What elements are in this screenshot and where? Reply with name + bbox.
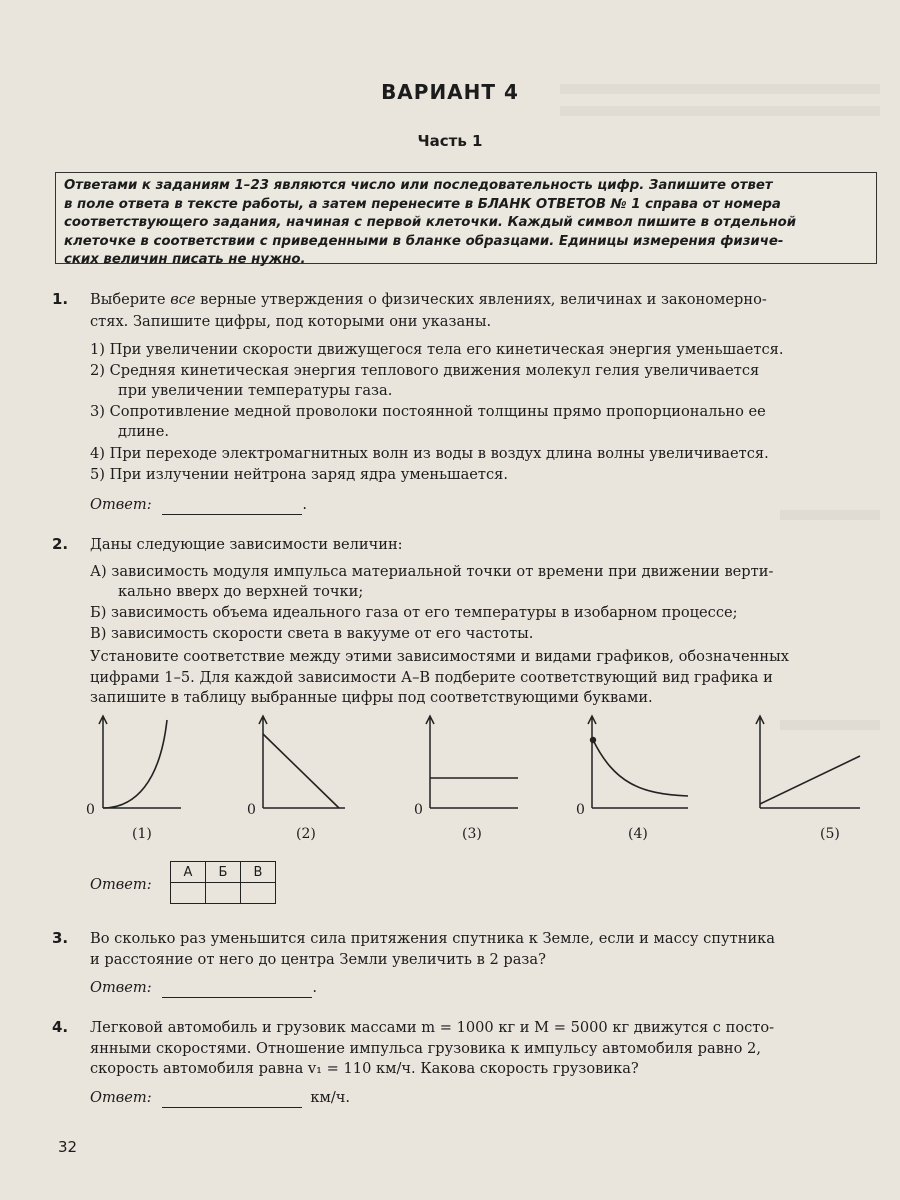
q2-answer-label — [90, 875, 152, 895]
graph-origin: 0 — [86, 802, 95, 818]
graph-origin: 0 — [576, 802, 585, 818]
q1-item-2-cont: при увеличении температуры газа. — [118, 382, 393, 399]
instructions-line: Ответами к заданиям 1–23 являются число или последовательность цифр. Запишите ответ — [64, 178, 773, 193]
question-text: Во сколько раз уменьшится сила притяжения спутника к Земле, если и массу спутника — [90, 930, 775, 947]
answer-unit: км/ч. — [310, 1089, 351, 1106]
q2-task: запишите в таблицу выбранные цифры под соответствующими буквами. — [90, 689, 653, 706]
axis — [259, 716, 267, 808]
question-number: 3. — [52, 929, 69, 947]
graph-label: (5) — [820, 826, 840, 842]
question-number: 1. — [52, 290, 69, 308]
q1-answer — [90, 495, 307, 515]
q1-intro-em: все — [170, 291, 196, 308]
axis — [426, 716, 434, 808]
curve — [263, 734, 339, 808]
instructions-line: соответствующего задания, начиная с первой клеточки. Каждый символ пишите в отдельной — [64, 215, 797, 230]
question-text: Даны следующие зависимости величин: — [90, 536, 403, 553]
curve — [593, 740, 688, 796]
answer-field[interactable] — [162, 1091, 302, 1108]
curve — [760, 756, 860, 804]
answer-table-header: Б — [206, 862, 241, 883]
q1-intro-pre: Выберите — [90, 291, 171, 308]
bleed-through — [560, 106, 880, 116]
answer-table-cell[interactable] — [206, 883, 241, 904]
q1-item-3-cont: длине. — [118, 423, 169, 440]
graph-origin: 0 — [414, 802, 423, 818]
q2-item-b: Б) зависимость объема идеального газа от его температуры в изобарном процессе; — [90, 604, 738, 621]
question-text: скорость автомобиля равна v₁ = 110 км/ч. Какова скорость грузовика? — [90, 1060, 639, 1077]
q1-item-2: 2) Средняя кинетическая энергия теплового движения молекул гелия увеличивается — [90, 362, 760, 379]
q2-item-c: В) зависимость скорости света в вакууме от его частоты. — [90, 625, 534, 642]
graph-4 — [584, 712, 694, 812]
answer-table-cell[interactable] — [171, 883, 206, 904]
page-number: 32 — [58, 1138, 78, 1156]
q1-item-5: 5) При излучении нейтрона заряд ядра уменьшается. — [90, 466, 509, 483]
answer-end: . — [302, 496, 307, 513]
answer-label: Ответ: — [90, 496, 152, 513]
q2-item-a: А) зависимость модуля импульса материальной точки от времени при движении верти- — [90, 563, 774, 580]
answer-table-header: В — [241, 862, 276, 883]
answer-table — [170, 861, 276, 904]
instructions-box — [55, 172, 877, 267]
q1-item-4: 4) При переходе электромагнитных волн из воды в воздух длина волны увеличивается. — [90, 445, 769, 462]
graph-origin: 0 — [247, 802, 256, 818]
curve — [103, 720, 167, 808]
answer-label: Ответ: — [90, 876, 152, 893]
bleed-through — [780, 510, 880, 520]
graph-2 — [255, 712, 350, 812]
question-number: 4. — [52, 1018, 69, 1036]
q1-item-1: 1) При увеличении скорости движущегося тела его кинетическая энергия уменьшается. — [90, 341, 784, 358]
q1-intro-post: верные утверждения о физических явлениях, величинах и закономерно- — [195, 291, 767, 308]
q3-answer — [90, 978, 317, 998]
instructions-line: в поле ответа в тексте работы, а затем перенесите в БЛАНК ОТВЕТОВ № 1 справа от номера — [64, 196, 781, 212]
q2-task: цифрами 1–5. Для каждой зависимости А–В подберите соответствующий вид графика и — [90, 669, 773, 686]
answer-table-header: А — [171, 862, 206, 883]
answer-label: Ответ: — [90, 1089, 152, 1106]
part-title: Часть 1 — [417, 132, 483, 150]
graph-label: (2) — [296, 826, 316, 842]
answer-field[interactable] — [162, 981, 312, 998]
answer-label: Ответ: — [90, 979, 152, 996]
axis — [99, 716, 107, 808]
instructions-line: клеточке в соответствии с приведенными в бланке образцами. Единицы измерения физиче- — [64, 233, 784, 249]
graph-3 — [422, 712, 522, 812]
q4-answer — [90, 1088, 350, 1108]
start-point — [590, 737, 596, 743]
graph-label: (3) — [462, 826, 482, 842]
answer-end: . — [312, 979, 317, 996]
axis — [588, 716, 596, 808]
q1-item-3: 3) Сопротивление медной проволоки постоянной толщины прямо пропорционально ее — [90, 403, 766, 420]
answer-field[interactable] — [162, 498, 302, 515]
graph-label: (4) — [628, 826, 648, 842]
question-text: янными скоростями. Отношение импульса грузовика к импульсу автомобиля равно 2, — [90, 1040, 761, 1057]
q2-item-a-cont: кально вверх до верхней точки; — [118, 583, 364, 600]
question-text — [90, 290, 767, 310]
axis — [756, 716, 764, 808]
question-text: Легковой автомобиль и грузовик массами m = 1000 кг и M = 5000 кг движутся с посто- — [90, 1019, 775, 1036]
q2-task: Установите соответствие между этими зависимостями и видами графиков, обозначенных — [90, 648, 789, 665]
question-number: 2. — [52, 535, 69, 553]
instructions-line: ских величин писать не нужно. — [64, 252, 306, 267]
question-text: и расстояние от него до центра Земли увеличить в 2 раза? — [90, 951, 546, 968]
graph-5 — [752, 712, 867, 812]
answer-table-cell[interactable] — [241, 883, 276, 904]
question-text: стях. Запишите цифры, под которыми они указаны. — [90, 313, 492, 330]
graph-label: (1) — [132, 826, 152, 842]
variant-title: ВАРИАНТ 4 — [381, 80, 519, 104]
graph-1 — [95, 712, 185, 812]
